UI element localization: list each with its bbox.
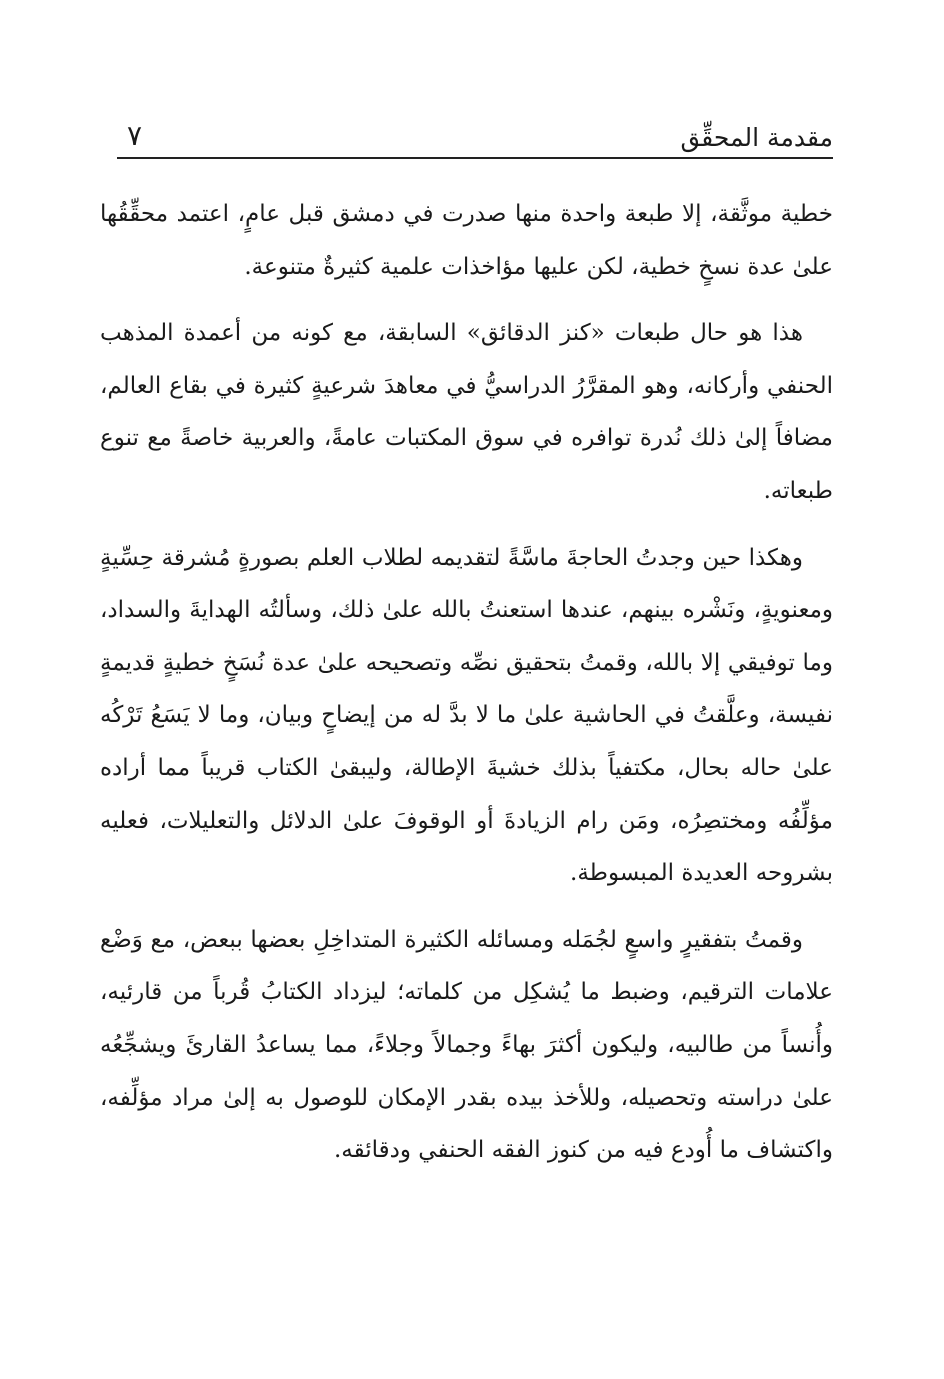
running-header (117, 118, 833, 158)
page-number: ٧ (127, 119, 143, 152)
paragraph-gap (100, 518, 833, 532)
header-title: مقدمة المحقِّق (680, 123, 833, 152)
paragraph-editions: هذا هو حال طبعات «كنز الدقائق» السابقة، مع كونه من أعمدة المذهب الحنفي وأركانه، وهو المقرَّرُ الدراسيُّ في معاهدَ شرعيةٍ كثيرة في بقاع العالم، مضافاً إلىٰ ذلك نُدرة توافره في سوق المكتبات عامةً، والعربية خاصةً مع تنوع طبعاته. (100, 320, 833, 504)
header-divider (117, 157, 833, 159)
paragraph-continuation: خطية موثَّقة، إلا طبعة واحدة منها صدرت في دمشق قبل عامٍ، اعتمد محقِّقُها علىٰ عدة نسخٍ خطية، لكن عليها مؤاخذات علمية كثيرةٌ متنوعة. (100, 201, 833, 280)
body-text (100, 188, 833, 1177)
paragraph-gap (100, 293, 833, 307)
paragraph-formatting: وقمتُ بتفقيرٍ واسعٍ لجُمَله ومسائله الكثيرة المتداخِلِ بعضها ببعض، مع وَضْع علامات الترقيم، وضبط ما يُشكِل من كلماته؛ ليزداد الكتابُ قُرباً من قارئيه، وأُنساً من طالبيه، وليكون أكثرَ بهاءً وجمالاً وجلاءً، مما يساعدُ القارئَ ويشجِّعُه علىٰ دراسته وتحصيله، وللأخذ بيده بقدر الإمكان للوصول به إلىٰ مراد مؤلِّفه، واكتشاف ما أُودع فيه من كنوز الفقه الحنفي ودقائقه. (100, 926, 833, 1164)
paragraph-methodology: وهكذا حين وجدتُ الحاجةَ ماسَّةً لتقديمه لطلاب العلم بصورةٍ مُشرقة حِسِّيةٍ ومعنويةٍ، ونَشْره بينهم، عندها استعنتُ بالله علىٰ ذلك، وسألتُه الهدايةَ والسداد، وما توفيقي إلا بالله، وقمتُ بتحقيق نصِّه وتصحيحه علىٰ عدة نُسَخٍ خطيةٍ قديمةٍ نفيسة، وعلَّقتُ في الحاشية علىٰ ما لا بدَّ له من إيضاحٍ وبيان، وما لا يَسَعُ تَرْكُه علىٰ حاله بحال، مكتفياً بذلك خشيةَ الإطالة، وليبقىٰ الكتاب قريباً مما أراده مؤلِّفُه ومختصِرُه، ومَن رام الزيادةَ أو الوقوفَ علىٰ الدلائل والتعليلات، فعليه بشروحه العديدة المبسوطة. (100, 544, 833, 887)
paragraph-gap (100, 900, 833, 914)
